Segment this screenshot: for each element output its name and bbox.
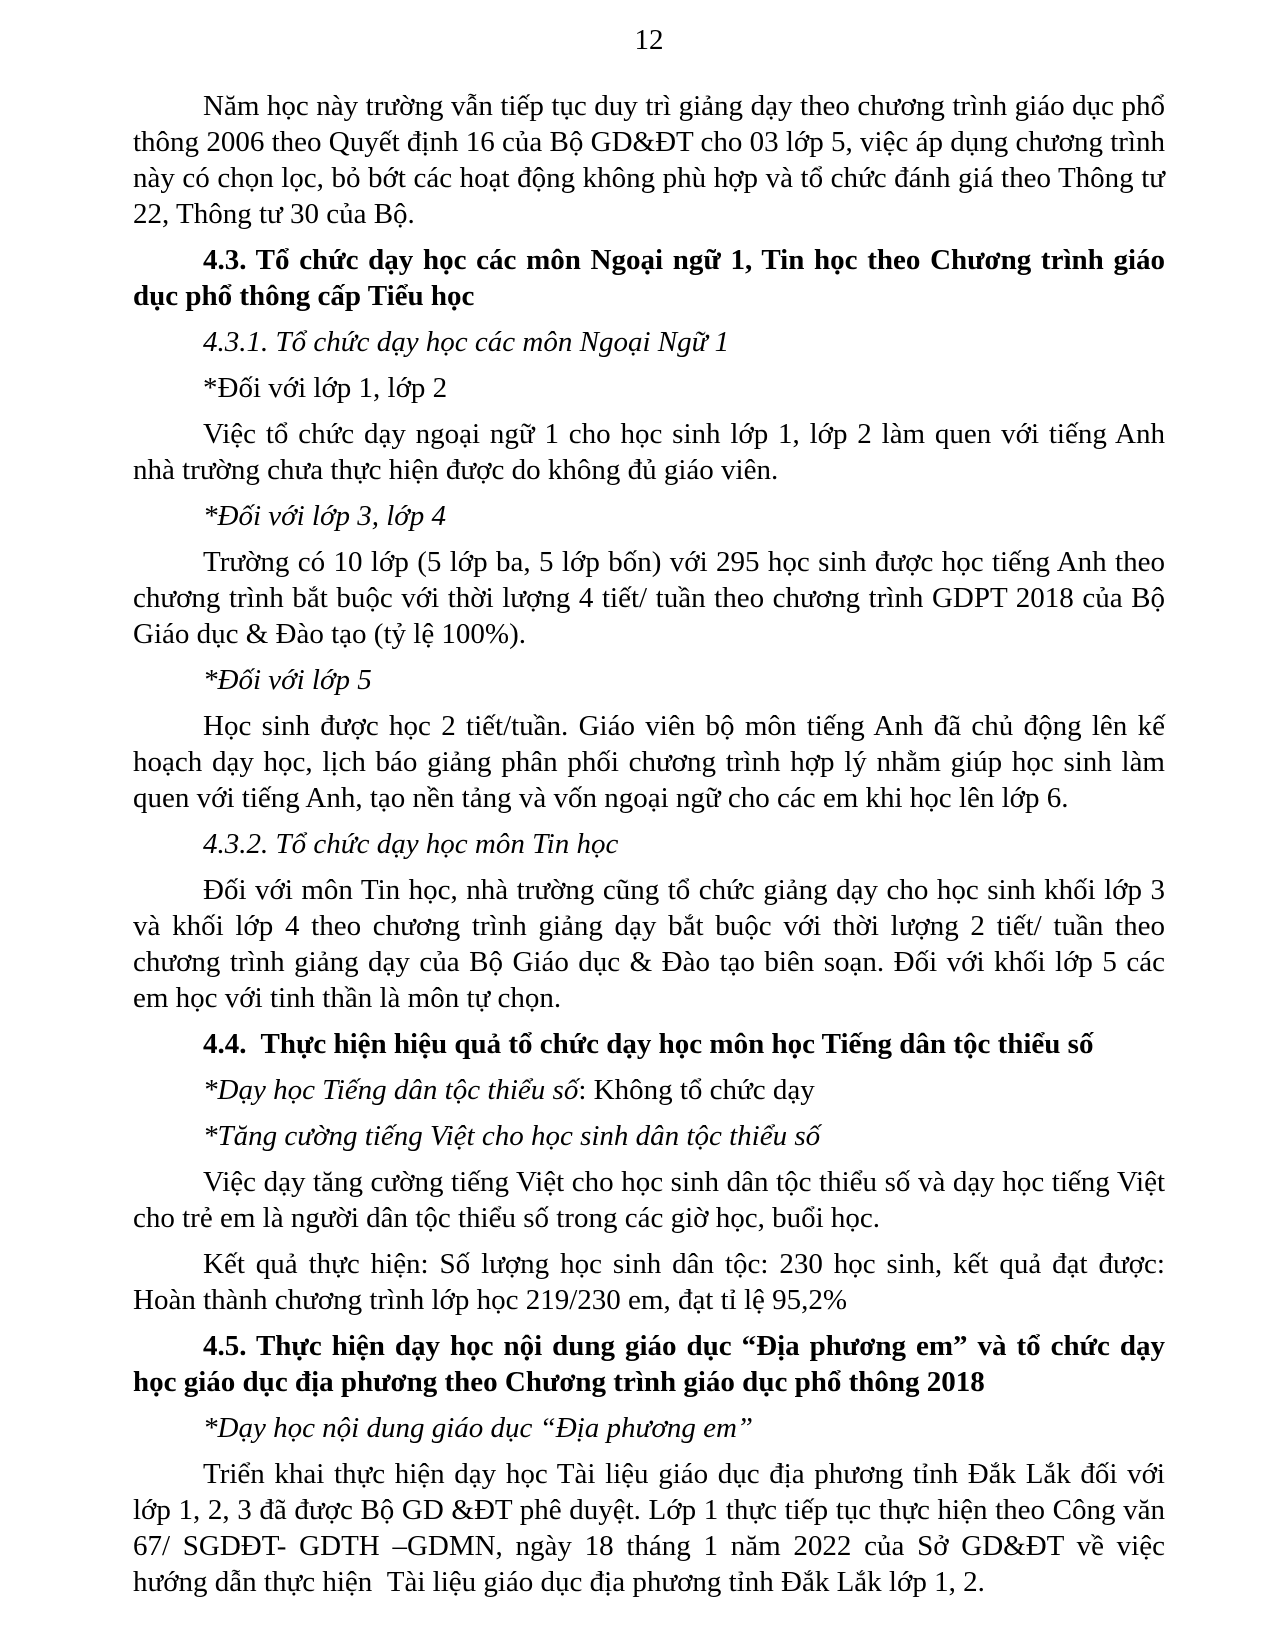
line-day-hoc-dia-phuong-em: *Dạy học nội dung giáo dục “Địa phương em”	[203, 1412, 754, 1444]
line-doi-voi-lop-5: *Đối với lớp 5	[203, 664, 372, 696]
para-tin-hoc: Đối với môn Tin học, nhà trường cũng tổ chức giảng dạy cho học sinh khối lớp 3 và khối lớp 4 theo chương trình giảng dạy bắt buộc với thời lượng 2 tiết/ tuần theo chương trình giảng dạy của Bộ Giáo dục & Đào tạo biên soạn. Đối với khối lớp 5 các em học với tinh thần là môn tự chọn.	[133, 874, 1165, 1014]
page-number: 12	[634, 24, 664, 56]
para-ngoai-ngu-lop-1-2: Việc tổ chức dạy ngoại ngữ 1 cho học sinh lớp 1, lớp 2 làm quen với tiếng Anh nhà trường chưa thực hiện được do không đủ giáo viên.	[133, 418, 1165, 486]
para-program-2006: Năm học này trường vẫn tiếp tục duy trì giảng dạy theo chương trình giáo dục phổ thông 2006 theo Quyết định 16 của Bộ GD&ĐT cho 03 lớp 5, việc áp dụng chương trình này có chọn lọc, bỏ bớt các hoạt động không phù hợp và tổ chức đánh giá theo Thông tư 22, Thông tư 30 của Bộ.	[133, 90, 1165, 230]
line-day-hoc-tieng-dan-toc-italic: *Dạy học Tiếng dân tộc thiểu số	[203, 1074, 579, 1106]
para-trien-khai-tai-lieu: Triển khai thực hiện dạy học Tài liệu giáo dục địa phương tỉnh Đắk Lắk đối với lớp 1, 2, 3 đã được Bộ GD &ĐT phê duyệt. Lớp 1 thực tiếp tục thực hiện theo Công văn 67/ SGDĐT- GDTH –GDMN, ngày 18 tháng 1 năm 2022 của Sở GD&ĐT về việc hướng dẫn thực hiện Tài liệu giáo dục địa phương tỉnh Đắk Lắk lớp 1, 2.	[133, 1458, 1165, 1598]
line-day-hoc-tieng-dan-toc-normal: : Không tổ chức dạy	[578, 1074, 815, 1106]
line-tang-cuong-tieng-viet: *Tăng cường tiếng Việt cho học sinh dân tộc thiểu số	[203, 1120, 821, 1152]
line-doi-voi-lop-1-2: *Đối với lớp 1, lớp 2	[203, 372, 448, 404]
para-tieng-anh-lop-5: Học sinh được học 2 tiết/tuần. Giáo viên bộ môn tiếng Anh đã chủ động lên kế hoạch dạy học, lịch báo giảng phân phối chương trình hợp lý nhằm giúp học sinh làm quen với tiếng Anh, tạo nền tảng và vốn ngoại ngữ cho các em khi học lên lớp 6.	[133, 710, 1165, 814]
line-doi-voi-lop-3-4: *Đối với lớp 3, lớp 4	[203, 500, 446, 532]
para-ket-qua-thuc-hien: Kết quả thực hiện: Số lượng học sinh dân tộc: 230 học sinh, kết quả đạt được: Hoàn thành chương trình lớp học 219/230 em, đạt tỉ lệ 95,2%	[133, 1248, 1165, 1316]
heading-4-5: 4.5. Thực hiện dạy học nội dung giáo dục “Địa phương em” và tổ chức dạy học giáo dục địa phương theo Chương trình giáo dục phổ thông 2018	[133, 1330, 1165, 1398]
heading-4-4: 4.4. Thực hiện hiệu quả tổ chức dạy học môn học Tiếng dân tộc thiểu số	[203, 1028, 1094, 1060]
para-tieng-anh-lop-3-4: Trường có 10 lớp (5 lớp ba, 5 lớp bốn) với 295 học sinh được học tiếng Anh theo chương trình bắt buộc với thời lượng 4 tiết/ tuần theo chương trình GDPT 2018 của Bộ Giáo dục & Đào tạo (tỷ lệ 100%).	[133, 546, 1165, 650]
line-day-hoc-tieng-dan-toc	[133, 1072, 1165, 1108]
heading-4-3: 4.3. Tổ chức dạy học các môn Ngoại ngữ 1, Tin học theo Chương trình giáo dục phổ thông cấp Tiểu học	[133, 244, 1165, 312]
subheading-4-3-1: 4.3.1. Tổ chức dạy học các môn Ngoại Ngữ 1	[203, 326, 730, 358]
para-tang-cuong-tieng-viet: Việc dạy tăng cường tiếng Việt cho học sinh dân tộc thiểu số và dạy học tiếng Việt cho trẻ em là người dân tộc thiểu số trong các giờ học, buổi học.	[133, 1166, 1165, 1234]
subheading-4-3-2: 4.3.2. Tổ chức dạy học môn Tin học	[203, 828, 619, 860]
